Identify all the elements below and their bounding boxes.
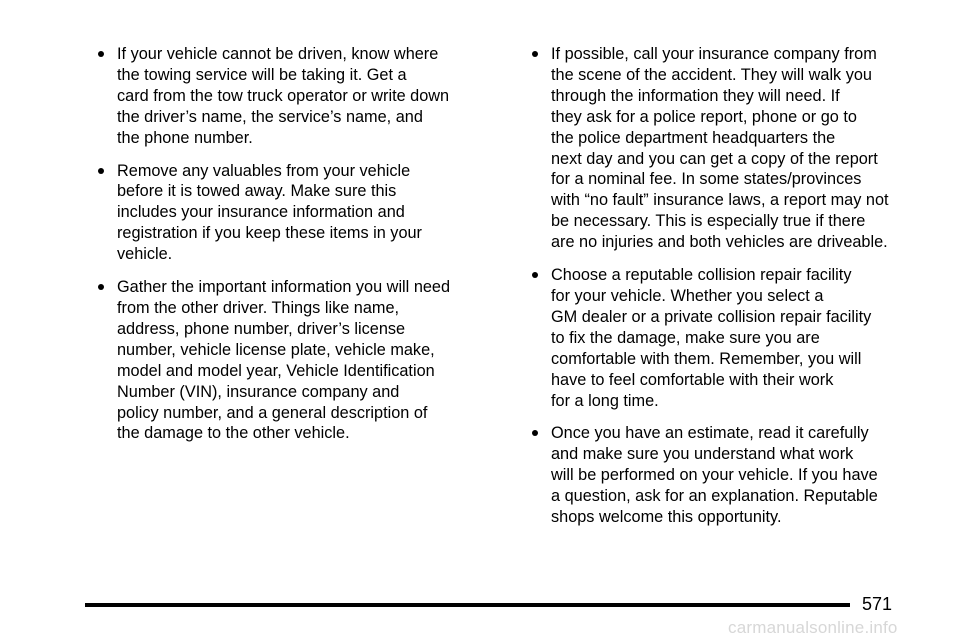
bullet-item-repair-facility [532,265,922,411]
bullet-item-gather-information [98,277,488,444]
bullet-text: Gather the important information you will need from the other driver. Things like name, address, phone number, driver’s license number, vehicle license plate, vehicle make, model and model year, Vehicle Identification Number (VIN), insurance company and policy number, and a general description of the damage to the other vehicle. [117,278,451,443]
bullet-text: Once you have an estimate, read it carefully and make sure you understand what work will be performed on your vehicle. If you have a question, ask for an explanation. Reputable shops welcome this opportunity. [551,424,878,527]
bullet-item-valuables [98,161,488,266]
bullet-item-call-insurance [532,44,922,253]
bullet-icon [98,168,104,174]
bullet-text: Choose a reputable collision repair facility for your vehicle. Whether you select a GM dealer or a private collision repair facility to fix the damage, make sure you are comfortable with them. Remember, you will have to feel comfortable with their work for a long time. [551,266,872,410]
left-column [98,44,488,456]
bullet-icon [532,430,538,436]
bullet-item-estimate [532,423,922,528]
bullet-item-towing [98,44,488,149]
bullet-icon [532,51,538,57]
bullet-icon [532,272,538,278]
bullet-icon [98,51,104,57]
watermark: carmanualsonline.info [728,618,898,637]
footer-rule [85,603,850,607]
bullet-icon [98,284,104,290]
bullet-text: If your vehicle cannot be driven, know where the towing service will be taking it. Get a card from the tow truck operator or write down the driver’s name, the service’s name, and the phone number. [117,45,450,147]
right-column [532,44,922,540]
bullet-text: If possible, call your insurance company from the scene of the accident. They will walk you through the information they will need. If they ask for a police report, phone or go to the police department headquarters the next day and you can get a copy of the report for a nominal fee. In some states/provinces with “no fault” insurance laws, a report may not be necessary. This is especially true if there are no injuries and both vehicles are driveable. [551,45,889,252]
bullet-text: Remove any valuables from your vehicle before it is towed away. Make sure this includes your insurance information and registration if you keep these items in your vehicle. [117,161,422,264]
page-number: 571 [862,594,893,614]
